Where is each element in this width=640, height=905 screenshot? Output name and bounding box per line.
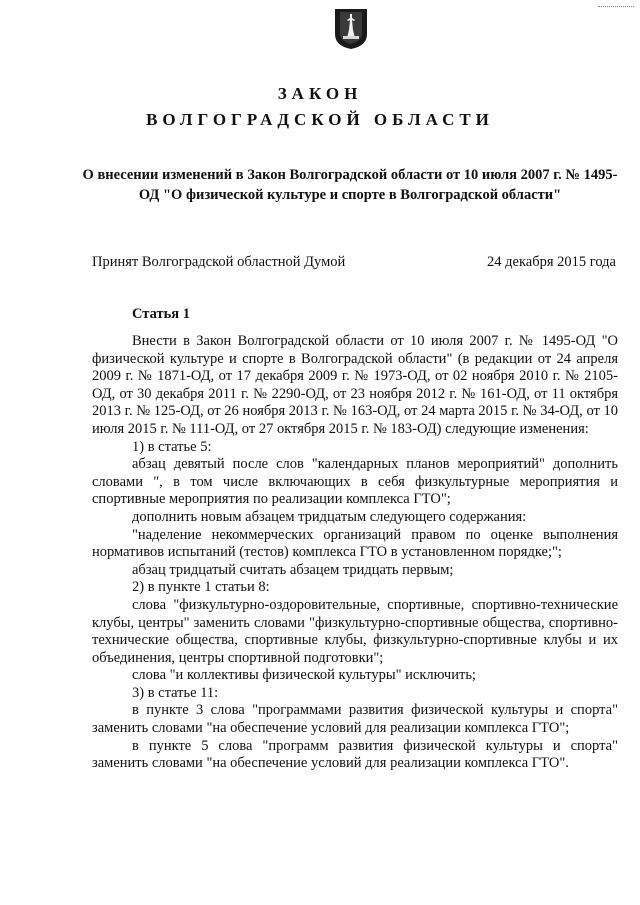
article-title: Статья 1 bbox=[132, 306, 190, 322]
paragraph: абзац девятый после слов "календарных планов мероприятий" дополнить словами ", в том числе включающих в себя физкультурные мероприятия и спортивные мероприятия по реализации комплекса ГТО"; bbox=[92, 456, 618, 508]
paragraph: в пункте 5 слова "программ развития физической культуры и спорта" заменить словами "на обеспечение условий для реализации комплекса ГТО". bbox=[92, 737, 618, 772]
paragraph: 1) в статье 5: bbox=[132, 438, 212, 455]
paragraph: "наделение некоммерческих организаций правом по оценке выполнения нормативов испытаний (тестов) комплекса ГТО в установленном порядке;"; bbox=[92, 526, 618, 561]
scan-corner-mark bbox=[598, 6, 634, 7]
adopted-by: Принят Волгоградской областной Думой bbox=[92, 254, 346, 270]
paragraph: слова "и коллективы физической культуры" исключить; bbox=[132, 667, 476, 684]
adoption-date: 24 декабря 2015 года bbox=[487, 254, 616, 270]
law-title: ЗАКОН bbox=[277, 84, 363, 103]
paragraph: Внести в Закон Волгоградской области от 10 июля 2007 г. № 1495-ОД "О физической культуре и спорте в Волгоградской области" (в редакции от 24 апреля 2009 г. № 1871-ОД, от 17 декабря 2009 г. № 1973-ОД, от 02 ноября 2010 г. № 2105-ОД, от 30 декабря 2011 г. № 2290-ОД, от 23 ноября 2012 г. № 161-ОД, от 11 октября 2013 г. № 125-ОД, от 26 ноября 2013 г. № 163-ОД, от 24 марта 2015 г. № 34-ОД, от 10 июля 2015 г. № 111-ОД, от 27 октября 2015 г. № 183-ОД) следующие изменения: bbox=[92, 333, 618, 437]
article-body bbox=[92, 333, 618, 773]
paragraph: слова "физкультурно-оздоровительные, спортивные, спортивно-технические клубы, центры" заменить словами "физкультурно-спортивные общества, спортивно-технические общества, спортивные клубы, физкультурно-спортивные клубы и их объединения, центры спортивной подготовки"; bbox=[92, 596, 618, 666]
law-subject: О внесении изменений в Закон Волгоградской области от 10 июля 2007 г. № 1495-ОД "О физической культуре и спорте в Волгоградской области" bbox=[82, 167, 618, 203]
region-title: ВОЛГОГРАДСКОЙ ОБЛАСТИ bbox=[146, 110, 494, 129]
paragraph: в пункте 3 слова "программами развития физической культуры и спорта" заменить словами "на обеспечение условий для реализации комплекса ГТО"; bbox=[92, 702, 618, 737]
paragraph: дополнить новым абзацем тридцатым следующего содержания: bbox=[132, 508, 527, 525]
coat-of-arms-icon bbox=[334, 8, 368, 50]
paragraph: абзац тридцатый считать абзацем тридцать первым; bbox=[132, 561, 454, 578]
paragraph: 2) в пункте 1 статьи 8: bbox=[132, 579, 270, 596]
paragraph: 3) в статье 11: bbox=[132, 684, 219, 701]
